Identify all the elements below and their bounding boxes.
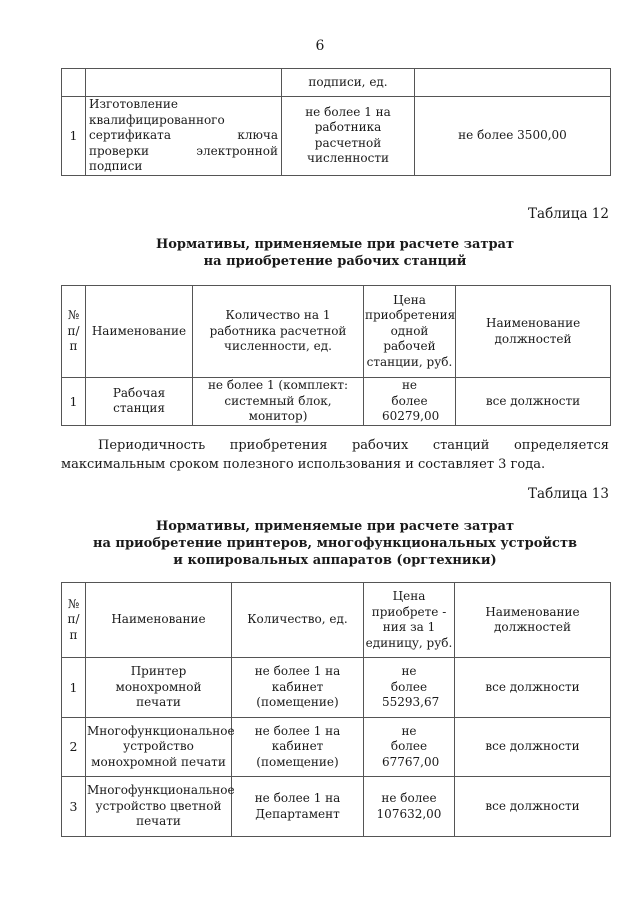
cell-quantity: подписи, ед.	[282, 69, 415, 97]
table-prev-continuation	[61, 68, 611, 176]
header-quantity: Количество на 1 работника расчетной численности, ед.	[193, 286, 364, 378]
cell-num	[62, 69, 86, 97]
cell-name: Принтер монохромной печати	[86, 658, 232, 718]
table12-label: Таблица 12	[528, 206, 609, 222]
table12-title-line2: на приобретение рабочих станций	[203, 254, 467, 269]
table-row	[62, 97, 611, 176]
table13	[61, 582, 611, 837]
body-paragraph	[61, 436, 609, 474]
table13-title-line1: Нормативы, применяемые при расчете затрат	[155, 519, 515, 534]
cell-positions: все должности	[455, 658, 611, 718]
page-number: 6	[315, 38, 325, 54]
cell-name: Изготовление квалифицированного сертификата ключа проверки электронной подписи	[86, 97, 282, 176]
cell-name: Многофункциональное устройство монохромной печати	[86, 718, 232, 777]
cell-quantity: не более 1 на кабинет (помещение)	[232, 658, 364, 718]
cell-name	[86, 69, 282, 97]
cell-quantity: не более 1 на Департамент	[232, 777, 364, 837]
cell-quantity: не более 1 (комплект: системный блок, монитор)	[193, 378, 364, 426]
cell-name: Рабочая станция	[86, 378, 193, 426]
cell-price: не более 55293,67	[364, 658, 455, 718]
table-row	[62, 777, 611, 837]
header-price: Цена приобрете - ния за 1 единицу, руб.	[364, 583, 455, 658]
table-row	[62, 658, 611, 718]
cell-price: не более 67767,00	[364, 718, 455, 777]
cell-quantity: не более 1 на кабинет (помещение)	[232, 718, 364, 777]
cell-num: 3	[62, 777, 86, 837]
cell-name: Многофункциональное устройство цветной печати	[86, 777, 232, 837]
header-price: Цена приобретения одной рабочей станции, руб.	[364, 286, 456, 378]
header-positions: Наименование должностей	[456, 286, 611, 378]
header-quantity: Количество, ед.	[232, 583, 364, 658]
table-row	[62, 69, 611, 97]
cell-positions: все должности	[455, 777, 611, 837]
paragraph-text: Периодичность приобретения рабочих станций определяется максимальным сроком полезного использования и составляет 3 года.	[61, 438, 609, 472]
table13-label: Таблица 13	[528, 486, 609, 502]
header-name: Наименование	[86, 286, 193, 378]
cell-price	[415, 69, 611, 97]
cell-num: 1	[62, 97, 86, 176]
cell-price: не более 3500,00	[415, 97, 611, 176]
cell-positions: все должности	[456, 378, 611, 426]
header-positions: Наименование должностей	[455, 583, 611, 658]
header-num: № п/ п	[62, 583, 86, 658]
table13-title	[60, 518, 610, 569]
cell-positions: все должности	[455, 718, 611, 777]
table-row	[62, 718, 611, 777]
cell-quantity: не более 1 на работника расчетной численности	[282, 97, 415, 176]
cell-num: 1	[62, 658, 86, 718]
table13-title-line3: и копировальных аппаратов (оргтехники)	[173, 553, 497, 568]
cell-price: не более 107632,00	[364, 777, 455, 837]
table-header-row	[62, 286, 611, 378]
table12-title-line1: Нормативы, применяемые при расчете затрат	[155, 237, 515, 252]
cell-num: 2	[62, 718, 86, 777]
table13-title-line2: на приобретение принтеров, многофункциональных устройств	[92, 536, 578, 551]
table-row	[62, 378, 611, 426]
table12-title	[60, 236, 610, 270]
cell-price: не более 60279,00	[364, 378, 456, 426]
header-name: Наименование	[86, 583, 232, 658]
table12	[61, 285, 611, 426]
header-num: № п/ п	[62, 286, 86, 378]
table-header-row	[62, 583, 611, 658]
cell-num: 1	[62, 378, 86, 426]
